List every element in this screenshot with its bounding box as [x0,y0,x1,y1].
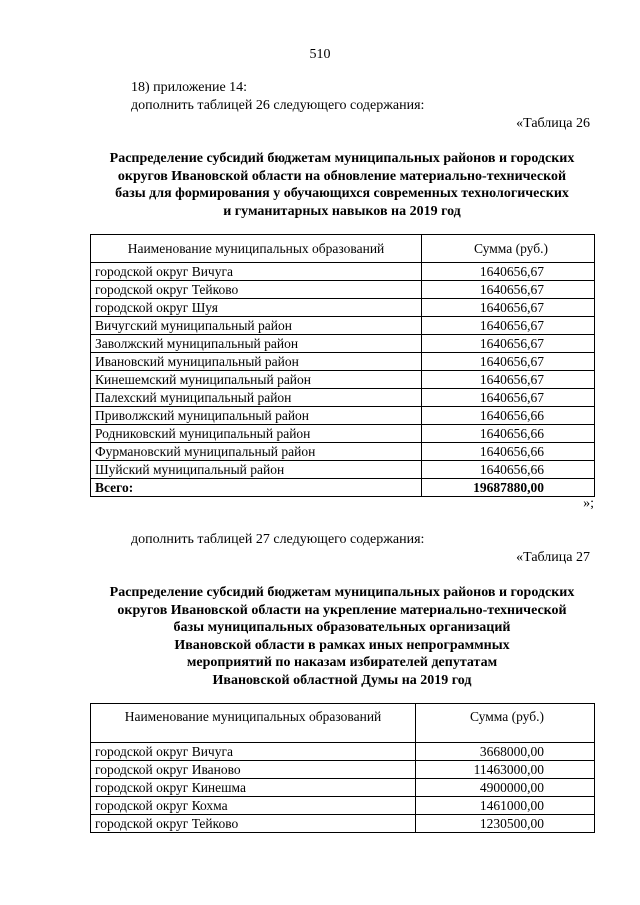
table-27 [90,703,595,833]
row-name: городской округ Шуя [91,299,422,317]
amendment-instruction-26: дополнить таблицей 26 следующего содержания: [131,98,425,113]
row-sum: 1640656,66 [422,461,595,479]
row-name: городской округ Кохма [91,797,416,815]
row-sum: 11463000,00 [416,761,595,779]
row-sum: 1461000,00 [416,797,595,815]
row-name: Заволжский муниципальный район [91,335,422,353]
table-row [91,815,595,833]
row-sum: 1640656,66 [422,443,595,461]
table-26-closing: »; [583,496,594,511]
title-line: округов Ивановской области на обновление материально-технической [117,168,567,184]
table-header-row [91,235,595,263]
row-sum: 1640656,67 [422,263,595,281]
row-sum: 1640656,66 [422,425,595,443]
total-value: 19687880,00 [422,479,595,497]
row-name: Ивановский муниципальный район [91,353,422,371]
title-line: и гуманитарных навыков на 2019 год [223,203,461,219]
table-row [91,779,595,797]
row-sum: 1230500,00 [416,815,595,833]
amendment-instruction-27: дополнить таблицей 27 следующего содержания: [131,532,425,547]
row-sum: 1640656,67 [422,335,595,353]
table-row [91,317,595,335]
row-name: Палехский муниципальный район [91,389,422,407]
table-row [91,263,595,281]
table-row [91,461,595,479]
row-name: городской округ Вичуга [91,263,422,281]
row-name: Фурмановский муниципальный район [91,443,422,461]
row-sum: 1640656,66 [422,407,595,425]
row-name: Вичугский муниципальный район [91,317,422,335]
amendment-item: 18) приложение 14: [131,80,248,95]
title-line: базы для формирования у обучающихся современных технологических [115,186,569,201]
row-sum: 1640656,67 [422,353,595,371]
row-name: городской округ Тейково [91,815,416,833]
table-row [91,797,595,815]
row-sum: 1640656,67 [422,389,595,407]
row-name: городской округ Тейково [91,281,422,299]
title-line: Ивановской области в рамках иных непрограммных [174,637,510,653]
table-row [91,281,595,299]
table-row [91,425,595,443]
header-sum: Сумма (руб.) [422,235,595,263]
table-row [91,761,595,779]
table-26-title [72,150,612,220]
total-label: Всего: [91,479,422,497]
row-name: Шуйский муниципальный район [91,461,422,479]
row-name: Приволжский муниципальный район [91,407,422,425]
table-27-label: «Таблица 27 [516,550,590,565]
row-sum: 4900000,00 [416,779,595,797]
title-line: мероприятий по наказам избирателей депутатам [186,655,498,670]
row-name: городской округ Иваново [91,761,416,779]
table-row [91,353,595,371]
table-row [91,335,595,353]
table-row [91,371,595,389]
row-sum: 1640656,67 [422,281,595,299]
table-27-title [72,584,612,689]
row-name: Кинешемский муниципальный район [91,371,422,389]
table-header-row [91,704,595,743]
row-name: Родниковский муниципальный район [91,425,422,443]
title-line: базы муниципальных образовательных организаций [173,620,511,635]
table-26 [90,234,595,497]
table-row [91,443,595,461]
row-name: городской округ Вичуга [91,743,416,761]
title-line: округов Ивановской области на укрепление материально-технической [117,602,567,618]
table-row [91,407,595,425]
header-name: Наименование муниципальных образований [91,235,422,263]
table-26-label: «Таблица 26 [516,116,590,131]
row-sum: 3668000,00 [416,743,595,761]
header-sum: Сумма (руб.) [416,704,595,743]
title-line: Распределение субсидий бюджетам муниципальных районов и городских [109,585,575,600]
table-row [91,389,595,407]
row-name: городской округ Кинешма [91,779,416,797]
row-sum: 1640656,67 [422,299,595,317]
page-number: 510 [309,47,331,62]
header-name: Наименование муниципальных образований [91,704,416,743]
table-total-row [91,479,595,497]
title-line: Ивановской областной Думы на 2019 год [212,672,472,688]
table-row [91,743,595,761]
table-row [91,299,595,317]
row-sum: 1640656,67 [422,371,595,389]
title-line: Распределение субсидий бюджетам муниципальных районов и городских [109,151,575,166]
row-sum: 1640656,67 [422,317,595,335]
